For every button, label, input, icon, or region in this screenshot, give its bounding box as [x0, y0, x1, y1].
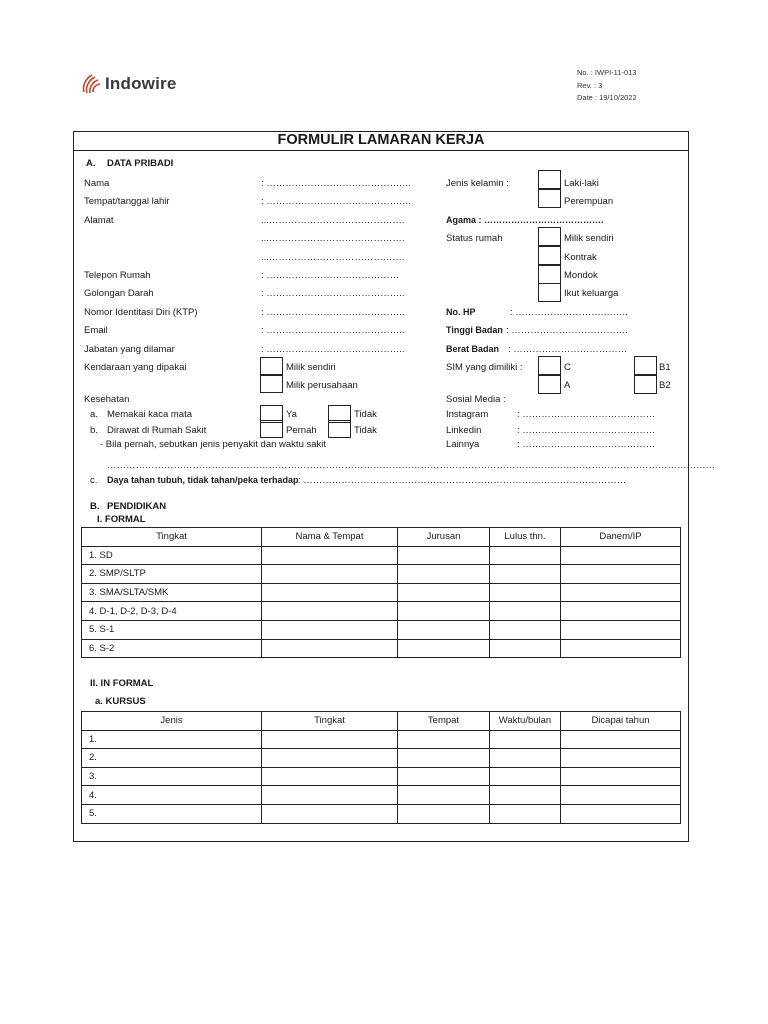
linkedin-label: Linkedin — [446, 425, 482, 436]
kesehatan-note: - Bila pernah, sebutkan jenis penyakit dan waktu sakit — [100, 439, 327, 450]
status-rumah-label: Status rumah — [446, 233, 503, 244]
laki-laki-checkbox[interactable] — [538, 170, 561, 189]
table-row — [82, 565, 681, 584]
kesehatan-b-text: Dirawat di Rumah Sakit — [107, 425, 207, 436]
kacamata-ya-label: Ya — [286, 409, 297, 420]
formal-cell[interactable] — [262, 620, 398, 639]
table-row — [82, 749, 681, 768]
formal-cell[interactable] — [561, 546, 681, 565]
instagram-label: Instagram — [446, 409, 489, 420]
kursus-cell[interactable] — [561, 804, 681, 823]
lainnya-value[interactable]: : …………………………………… — [517, 439, 656, 450]
field-telepon-label: Telepon Rumah — [84, 270, 151, 281]
formal-cell[interactable] — [490, 583, 561, 602]
sim-c-checkbox[interactable] — [538, 356, 561, 375]
field-alamat-value-3[interactable]: ...……………………………………. — [261, 252, 405, 263]
formal-cell[interactable] — [561, 620, 681, 639]
kursus-cell[interactable] — [398, 786, 490, 805]
status-ikut-keluarga-label: Ikut keluarga — [564, 288, 619, 299]
field-telepon-value[interactable]: : …………………………………… — [261, 270, 400, 281]
berat-badan-label: Berat Badan — [446, 344, 500, 354]
formal-cell[interactable] — [490, 602, 561, 621]
sim-b1-label: B1 — [659, 362, 671, 373]
kursus-cell[interactable] — [398, 767, 490, 786]
instagram-value[interactable]: : …………………………………… — [517, 409, 656, 420]
table-row — [82, 602, 681, 621]
logo-text: Indowire — [105, 74, 177, 93]
table-row — [82, 730, 681, 749]
kursus-row-label[interactable]: 3. — [82, 767, 262, 786]
dirawat-pernah-label: Pernah — [286, 425, 317, 436]
formal-cell[interactable] — [262, 546, 398, 565]
title-divider — [73, 150, 689, 151]
kursus-row-label[interactable]: 2. — [82, 749, 262, 768]
doc-number: No. : IWPI-11-013 — [577, 68, 637, 77]
formal-cell[interactable] — [490, 565, 561, 584]
formal-row-label: 3. SMA/SLTA/SMK — [82, 583, 262, 602]
formal-cell[interactable] — [398, 546, 490, 565]
kursus-cell[interactable] — [490, 767, 561, 786]
kendaraan-label: Kendaraan yang dipakai — [84, 362, 187, 373]
form-title: FORMULIR LAMARAN KERJA — [277, 132, 485, 148]
kursus-cell[interactable] — [490, 749, 561, 768]
kesehatan-dots[interactable]: ………………………………………………………………………………………………………………………………………………………………………… — [107, 460, 715, 471]
sim-b1-checkbox[interactable] — [634, 356, 657, 375]
kursus-cell[interactable] — [262, 786, 398, 805]
field-goldar-value[interactable]: : …………………………………….. — [261, 288, 405, 299]
section-b-title: PENDIDIKAN — [107, 501, 167, 512]
formal-cell[interactable] — [398, 602, 490, 621]
field-ttl-value[interactable]: : …………………………………….… — [261, 196, 412, 207]
table-row — [82, 546, 681, 565]
linkedin-value[interactable]: : …………………………………… — [517, 425, 656, 436]
status-mondok-label: Mondok — [564, 270, 598, 281]
sim-a-label: A — [564, 380, 571, 391]
field-ktp-value[interactable]: : …………………………………….. — [261, 307, 405, 318]
kesehatan-label: Kesehatan — [84, 394, 130, 405]
field-goldar-label: Golongan Darah — [84, 288, 154, 299]
field-nama-value[interactable]: : …………………………………….… — [261, 178, 412, 189]
kursus-cell[interactable] — [262, 749, 398, 768]
field-email-value[interactable]: : …………………………………….. — [261, 325, 405, 336]
kursus-title: a. KURSUS — [95, 696, 146, 707]
kursus-header-dicapai: Dicapai tahun — [561, 712, 681, 731]
laki-laki-label: Laki-laki — [564, 178, 599, 189]
formal-cell[interactable] — [262, 565, 398, 584]
formal-row-label: 2. SMP/SLTP — [82, 565, 262, 584]
formal-row-label: 1. SD — [82, 546, 262, 565]
dirawat-tidak-label: Tidak — [354, 425, 377, 436]
field-alamat-value-2[interactable]: ...……………………………………. — [261, 233, 405, 244]
kesehatan-a-text: Memakai kaca mata — [107, 409, 193, 420]
formal-cell[interactable] — [398, 583, 490, 602]
field-ktp-label: Nomor Identitasi Diri (KTP) — [84, 307, 198, 318]
field-jabatan-label: Jabatan yang dilamar — [84, 344, 175, 355]
kursus-table — [81, 711, 681, 824]
kursus-row-label[interactable]: 1. — [82, 730, 262, 749]
formal-cell[interactable] — [398, 565, 490, 584]
table-row — [82, 620, 681, 639]
field-ttl-label: Tempat/tanggal lahir — [84, 196, 170, 207]
kendaraan-milik-perusahaan-checkbox[interactable] — [260, 375, 283, 393]
section-a-letter: A. — [86, 158, 96, 169]
formal-header-lulus: Lulus thn. — [490, 528, 561, 547]
informal-title: II. IN FORMAL — [90, 678, 154, 689]
kursus-header-tempat: Tempat — [398, 712, 490, 731]
sim-b2-checkbox[interactable] — [634, 375, 657, 394]
daya-tahan-letter: c. — [90, 475, 98, 486]
kursus-header-jenis: Jenis — [82, 712, 262, 731]
sim-c-label: C — [564, 362, 571, 373]
sim-a-checkbox[interactable] — [538, 375, 561, 394]
tinggi-badan-value[interactable]: : ………………………………. — [506, 325, 628, 336]
kursus-cell[interactable] — [262, 767, 398, 786]
table-row — [82, 786, 681, 805]
kursus-table-header — [82, 712, 681, 731]
formal-header-jurusan: Jurusan — [398, 528, 490, 547]
kesehatan-a-letter: a. — [90, 409, 98, 420]
formal-cell[interactable] — [561, 565, 681, 584]
formal-education-table — [81, 527, 681, 658]
formal-cell[interactable] — [262, 583, 398, 602]
kursus-cell[interactable] — [490, 730, 561, 749]
table-row — [82, 767, 681, 786]
kursus-cell[interactable] — [490, 804, 561, 823]
formal-cell[interactable] — [262, 639, 398, 658]
table-row — [82, 583, 681, 602]
formal-cell[interactable] — [561, 639, 681, 658]
formal-cell[interactable] — [561, 583, 681, 602]
kursus-cell[interactable] — [262, 730, 398, 749]
doc-revision: Rev. : 3 — [577, 81, 603, 90]
formal-table-header — [82, 528, 681, 547]
perempuan-checkbox[interactable] — [538, 189, 561, 208]
status-kontrak-label: Kontrak — [564, 252, 597, 263]
formal-header-nama-tempat: Nama & Tempat — [262, 528, 398, 547]
section-a-title: DATA PRIBADI — [107, 158, 174, 169]
lainnya-label: Lainnya — [446, 439, 480, 450]
kesehatan-b-letter: b. — [90, 425, 98, 436]
kursus-cell[interactable] — [398, 804, 490, 823]
sosmed-label: Sosial Media : — [446, 394, 506, 405]
table-row — [82, 804, 681, 823]
formal-cell[interactable] — [398, 639, 490, 658]
kacamata-tidak-label: Tidak — [354, 409, 377, 420]
logo-swirl-icon — [80, 72, 102, 96]
kursus-cell[interactable] — [398, 749, 490, 768]
kursus-cell[interactable] — [561, 730, 681, 749]
status-ikut-keluarga-checkbox[interactable] — [538, 283, 561, 302]
formal-header-tingkat: Tingkat — [82, 528, 262, 547]
kursus-cell[interactable] — [490, 786, 561, 805]
formal-cell[interactable] — [561, 602, 681, 621]
kursus-cell[interactable] — [398, 730, 490, 749]
no-hp-value[interactable]: : ……………………….…….. — [510, 307, 628, 318]
dirawat-pernah-checkbox[interactable] — [260, 420, 283, 438]
formal-title: I. FORMAL — [97, 514, 146, 525]
kursus-row-label[interactable]: 4. — [82, 786, 262, 805]
kursus-cell[interactable] — [561, 749, 681, 768]
formal-cell[interactable] — [490, 620, 561, 639]
kursus-header-waktu: Waktu/bulan — [490, 712, 561, 731]
table-row — [82, 639, 681, 658]
jenis-kelamin-label: Jenis kelamin : — [446, 178, 509, 189]
formal-header-danem: Danem/IP — [561, 528, 681, 547]
field-email-label: Email — [84, 325, 108, 336]
status-milik-sendiri-checkbox[interactable] — [538, 227, 561, 246]
formal-cell[interactable] — [490, 546, 561, 565]
dirawat-tidak-checkbox[interactable] — [328, 420, 351, 438]
formal-row-label: 4. D-1, D-2, D-3, D-4 — [82, 602, 262, 621]
agama-field[interactable]: Agama : …………………………………. — [446, 215, 604, 225]
perempuan-label: Perempuan — [564, 196, 614, 207]
kursus-cell[interactable] — [561, 786, 681, 805]
daya-tahan-label: Daya tahan tubuh, tidak tahan/peka terhadap — [107, 475, 299, 485]
field-alamat-value-1[interactable]: ...……………………………………. — [261, 215, 405, 226]
tinggi-badan-label: Tinggi Badan — [446, 325, 503, 335]
kendaraan-milik-sendiri-checkbox[interactable] — [260, 357, 283, 375]
field-jabatan-value[interactable]: : …………………………………….. — [261, 344, 405, 355]
kendaraan-milik-sendiri-label: Milik sendiri — [286, 362, 336, 373]
status-kontrak-checkbox[interactable] — [538, 246, 561, 265]
formal-row-label: 6. S-2 — [82, 639, 262, 658]
formal-row-label: 5. S-1 — [82, 620, 262, 639]
status-milik-sendiri-label: Milik sendiri — [564, 233, 614, 244]
kursus-cell[interactable] — [262, 804, 398, 823]
section-b-letter: B. — [90, 501, 100, 512]
sim-b2-label: B2 — [659, 380, 671, 391]
formal-cell[interactable] — [490, 639, 561, 658]
field-alamat-label: Alamat — [84, 215, 114, 226]
sim-label: SIM yang dimiliki : — [446, 362, 523, 373]
status-mondok-checkbox[interactable] — [538, 265, 561, 284]
kendaraan-milik-perusahaan-label: Milik perusahaan — [286, 380, 358, 391]
kursus-header-tingkat: Tingkat — [262, 712, 398, 731]
daya-tahan-value[interactable]: : ………………………………………………………………………………………… — [298, 475, 627, 486]
kursus-row-label[interactable]: 5. — [82, 804, 262, 823]
doc-date: Date : 19/10/2022 — [577, 93, 637, 102]
formal-cell[interactable] — [262, 602, 398, 621]
berat-badan-value[interactable]: : ……………………………… — [508, 344, 628, 355]
field-nama-label: Nama — [84, 178, 110, 189]
kursus-cell[interactable] — [561, 767, 681, 786]
formal-cell[interactable] — [398, 620, 490, 639]
no-hp-label: No. HP — [446, 307, 476, 317]
